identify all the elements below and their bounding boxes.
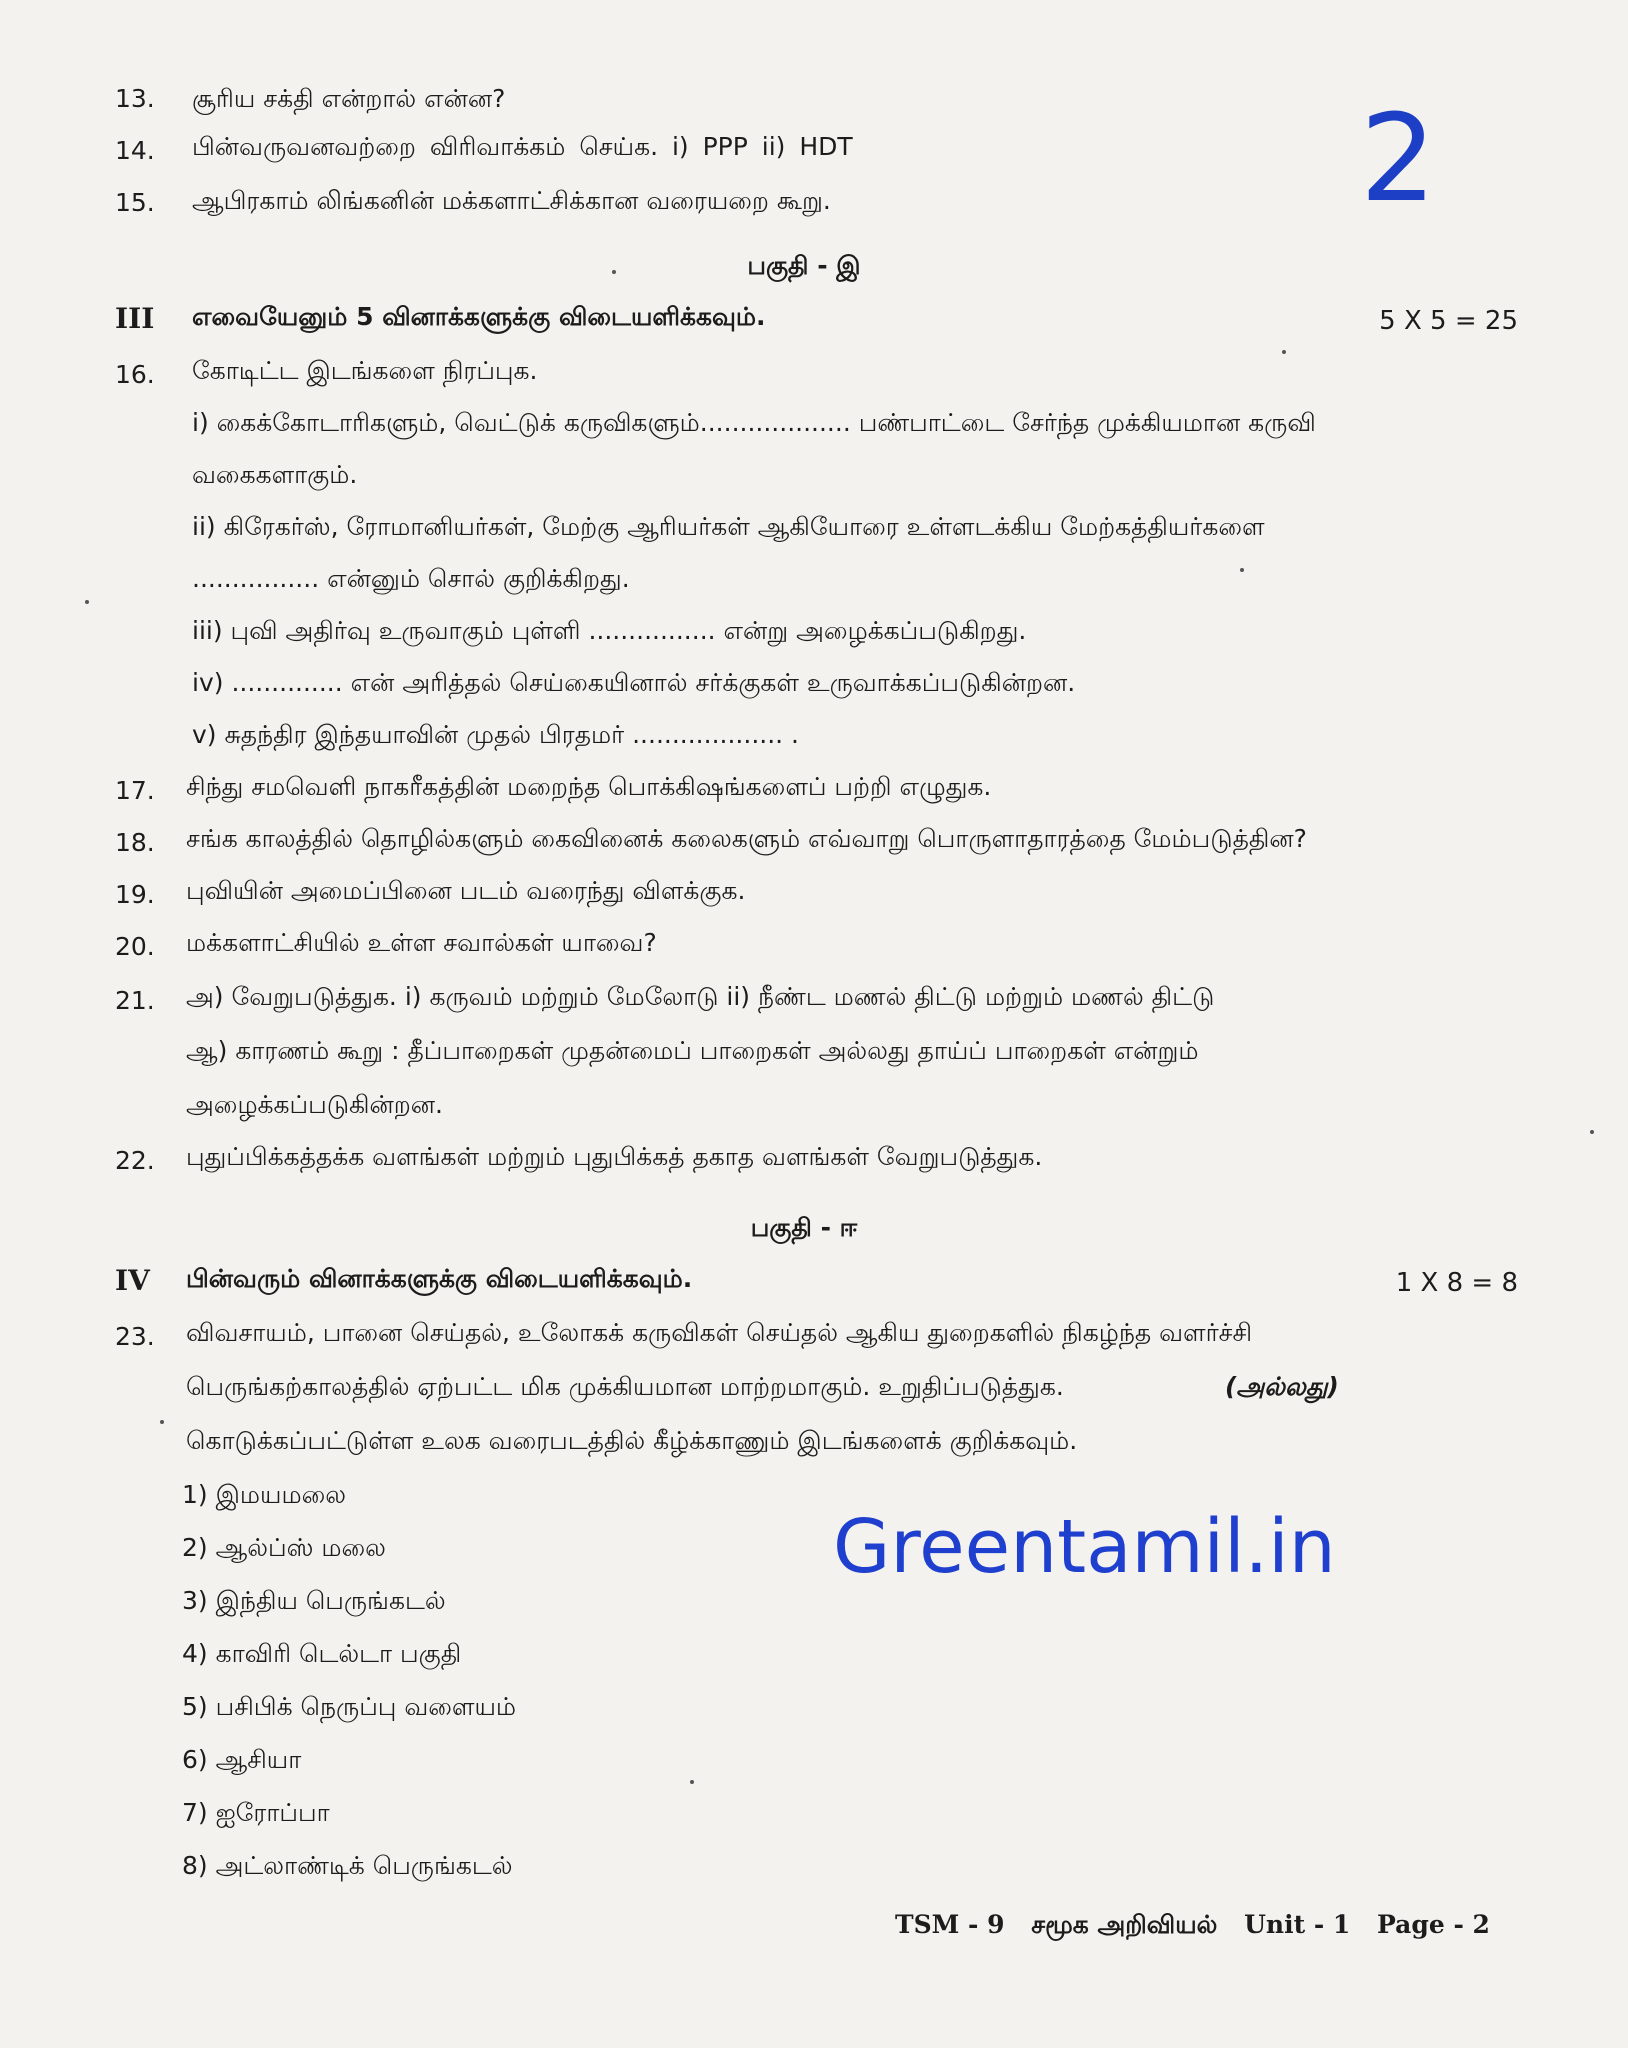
footer-code: TSM - 9 <box>895 1910 1005 1939</box>
question-text: பின்வருவனவற்றை விரிவாக்கம் செய்க. i) PPP ii) HDT <box>192 132 853 161</box>
scan-speck <box>1590 1130 1594 1134</box>
question-text: புதுப்பிக்கத்தக்க வளங்கள் மற்றும் புதுபிக்கத் தகாத வளங்கள் வேறுபடுத்துக. <box>186 1142 1043 1171</box>
sub-question: iii) புவி அதிர்வு உருவாகும் புள்ளி ................ என்று அழைக்கப்படுகிறது. <box>192 616 1027 645</box>
question-number: 22. <box>115 1146 155 1175</box>
section-heading: பகுதி - ஈ <box>750 1213 858 1242</box>
question-text: விவசாயம், பானை செய்தல், உலோகக் கருவிகள் செய்தல் ஆகிய துறைகளில் நிகழ்ந்த வளர்ச்சி <box>186 1318 1253 1347</box>
sub-question: ii) கிரேகர்ஸ், ரோமானியர்கள், மேற்கு ஆரியர்கள் ஆகியோரை உள்ளடக்கிய மேற்கத்தியர்களை <box>192 512 1265 541</box>
section-roman: IV <box>115 1264 150 1297</box>
section-marks: 1 X 8 = 8 <box>1395 1268 1518 1298</box>
footer-page: Page - 2 <box>1377 1910 1490 1939</box>
question-number: 21. <box>115 986 155 1015</box>
question-text: சிந்து சமவெளி நாகரீகத்தின் மறைந்த பொக்கிஷங்களைப் பற்றி எழுதுக. <box>186 772 992 801</box>
place-item: 2) ஆல்ப்ஸ் மலை <box>182 1533 386 1562</box>
section-heading: பகுதி - இ <box>747 251 861 280</box>
question-text: புவியின் அமைப்பினை படம் வரைந்து விளக்குக. <box>186 876 746 905</box>
sub-question: iv) .............. என் அரித்தல் செய்கையினால் சர்க்குகள் உருவாக்கப்படுகின்றன. <box>192 668 1076 697</box>
page-number: 2 <box>1360 90 1437 229</box>
question-text: ஆபிரகாம் லிங்கனின் மக்களாட்சிக்கான வரையறை கூறு. <box>192 186 831 215</box>
question-number: 16. <box>115 360 155 389</box>
page-footer <box>895 1910 1508 1940</box>
question-text: கோடிட்ட இடங்களை நிரப்புக. <box>192 356 538 385</box>
place-item: 8) அட்லாண்டிக் பெருங்கடல் <box>182 1851 513 1880</box>
footer-subject: சமூக அறிவியல் <box>1031 1910 1218 1939</box>
question-text: பெருங்கற்காலத்தில் ஏற்பட்ட மிக முக்கியமான மாற்றமாகும். உறுதிப்படுத்துக. <box>186 1372 1064 1401</box>
question-text: அ) வேறுபடுத்துக. i) கருவம் மற்றும் மேலோடு ii) நீண்ட மணல் திட்டு மற்றும் மணல் திட்டு <box>186 982 1215 1011</box>
section-instruction: எவையேனும் 5 வினாக்களுக்கு விடையளிக்கவும். <box>192 302 766 331</box>
question-number: 15. <box>115 188 155 217</box>
scan-speck <box>1282 350 1286 354</box>
scan-speck <box>690 1780 694 1784</box>
place-item: 4) காவிரி டெல்டா பகுதி <box>182 1639 462 1668</box>
sub-question: ................ என்னும் சொல் குறிக்கிறது. <box>192 564 630 593</box>
question-number: 13. <box>115 84 155 113</box>
or-label: (அல்லது) <box>1225 1372 1339 1401</box>
scan-speck <box>1240 568 1244 572</box>
scan-speck <box>612 270 616 274</box>
section-instruction: பின்வரும் வினாக்களுக்கு விடையளிக்கவும். <box>186 1264 693 1293</box>
question-text: சங்க காலத்தில் தொழில்களும் கைவினைக் கலைகளும் எவ்வாறு பொருளாதாரத்தை மேம்படுத்தின? <box>186 824 1307 853</box>
question-number: 17. <box>115 776 155 805</box>
place-item: 3) இந்திய பெருங்கடல் <box>182 1586 446 1615</box>
scan-speck <box>85 600 89 604</box>
section-roman: III <box>115 302 155 335</box>
question-text: மக்களாட்சியில் உள்ள சவால்கள் யாவை? <box>186 928 657 957</box>
place-item: 6) ஆசியா <box>182 1745 302 1774</box>
footer-unit: Unit - 1 <box>1244 1910 1351 1939</box>
sub-question: v) சுதந்திர இந்தயாவின் முதல் பிரதமர் ................... . <box>192 720 799 749</box>
section-marks: 5 X 5 = 25 <box>1379 306 1518 336</box>
watermark: Greentamil.in <box>833 1504 1336 1590</box>
question-number: 19. <box>115 880 155 909</box>
scan-speck <box>160 1420 164 1424</box>
place-item: 5) பசிபிக் நெருப்பு வளையம் <box>182 1692 517 1721</box>
question-number: 14. <box>115 136 155 165</box>
sub-question: i) கைக்கோடாரிகளும், வெட்டுக் கருவிகளும்................... பண்பாட்டை சேர்ந்த முக்கியமான கருவி <box>192 408 1316 437</box>
question-text: சூரிய சக்தி என்றால் என்ன? <box>192 84 506 113</box>
question-text: அழைக்கப்படுகின்றன. <box>186 1090 443 1119</box>
question-text: ஆ) காரணம் கூறு : தீப்பாறைகள் முதன்மைப் பாறைகள் அல்லது தாய்ப் பாறைகள் என்றும் <box>186 1036 1199 1065</box>
sub-question: வகைகளாகும். <box>192 460 358 489</box>
question-number: 20. <box>115 932 155 961</box>
question-text: கொடுக்கப்பட்டுள்ள உலக வரைபடத்தில் கீழ்க்காணும் இடங்களைக் குறிக்கவும். <box>186 1426 1078 1455</box>
place-item: 1) இமயமலை <box>182 1480 347 1509</box>
question-number: 18. <box>115 828 155 857</box>
place-item: 7) ஐரோப்பா <box>182 1798 330 1827</box>
question-number: 23. <box>115 1322 155 1351</box>
